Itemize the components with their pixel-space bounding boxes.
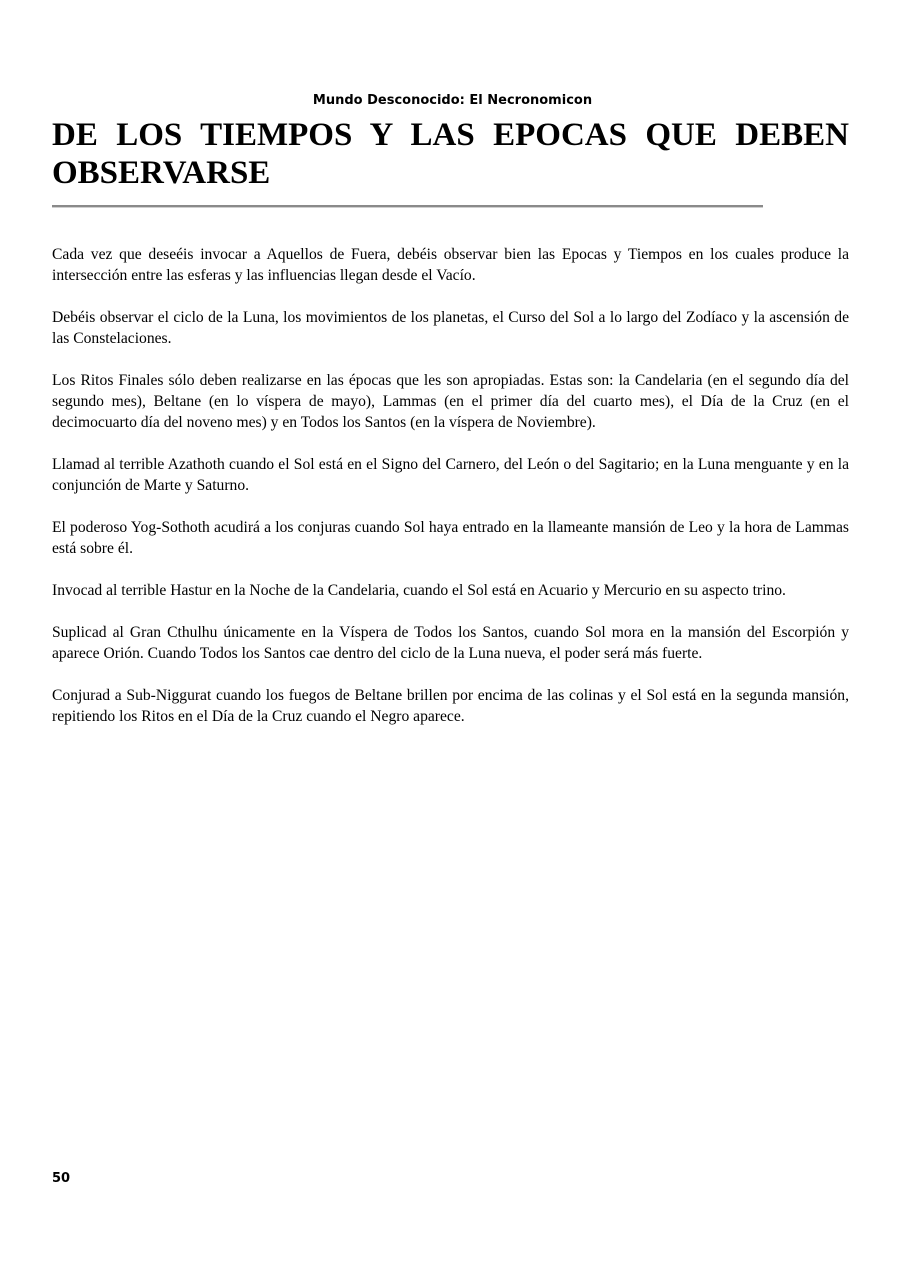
title-divider [52,205,763,208]
paragraph: Conjurad a Sub-Niggurat cuando los fuegos de Beltane brillen por encima de las colinas y el Sol está en la segunda mansión, repitiendo los Ritos en el Día de la Cruz cuando el Negro aparece. [52,687,849,725]
paragraph: Suplicad al Gran Cthulhu únicamente en la Víspera de Todos los Santos, cuando Sol mora en la mansión del Escorpión y aparece Orión. Cuando Todos los Santos cae dentro del ciclo de la Luna nueva, el poder será más fuerte. [52,624,849,662]
running-header: Mundo Desconocido: El Necronomicon [312,93,593,108]
page-number: 50 [52,1171,71,1186]
paragraph: Debéis observar el ciclo de la Luna, los movimientos de los planetas, el Curso del Sol a lo largo del Zodíaco y la ascensión de las Constelaciones. [52,309,849,347]
paragraph: Los Ritos Finales sólo deben realizarse en las épocas que les son apropiadas. Estas son: la Candelaria (en el segundo día del segundo mes), Beltane (en lo víspera de mayo), Lammas (en el primer día del cuarto mes), el Día de la Cruz (en el decimocuarto día del noveno mes) y en Todos los Santos (en la víspera de Noviembre). [52,372,849,431]
chapter-title: DE LOS TIEMPOS Y LAS EPOCAS QUE DEBEN OBSERVARSE [52,117,849,191]
body-text [52,244,849,748]
paragraph: El poderoso Yog-Sothoth acudirá a los conjuras cuando Sol haya entrado en la llameante mansión de Leo y la hora de Lammas está sobre él. [52,519,849,557]
paragraph: Llamad al terrible Azathoth cuando el Sol está en el Signo del Carnero, del León o del Sagitario; en la Luna menguante y en la conjunción de Marte y Saturno. [52,456,849,494]
paragraph: Invocad al terrible Hastur en la Noche de la Candelaria, cuando el Sol está en Acuario y Mercurio en su aspecto trino. [52,582,786,599]
paragraph: Cada vez que deseéis invocar a Aquellos de Fuera, debéis observar bien las Epocas y Tiempos en los cuales produce la intersección entre las esferas y las influencias llegan desde el Vacío. [52,246,849,284]
